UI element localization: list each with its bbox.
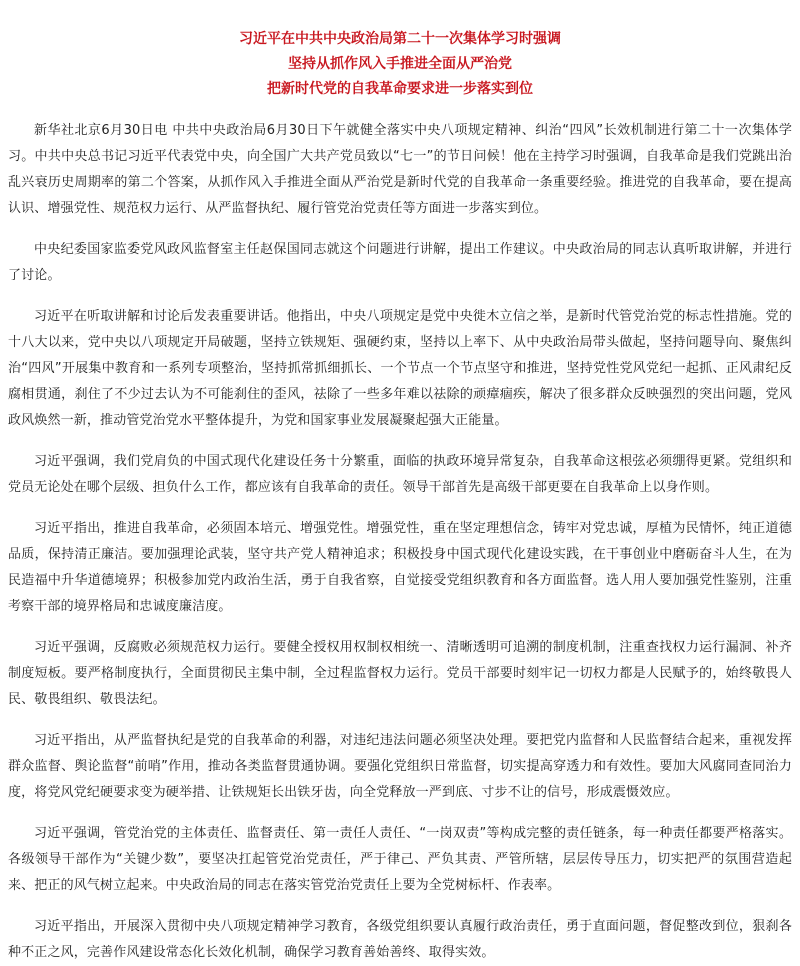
article-paragraph-7: 习近平指出，从严监督执纪是党的自我革命的利器，对违纪违法问题必须坚决处理。要把党内监督和人民监督结合起来，重视发挥群众监督、舆论监督“前哨”作用，推动各类监督贯通协调。要强化党组织日常监督，切实提高穿透力和有效性。要加大风腐同查同治力度，将党风党纪硬要求变为硬举措、让铁规矩长出铁牙齿，向全党释放一严到底、寸步不让的信号，形成震慑效应。 bbox=[8, 733, 792, 800]
article-paragraph-3: 习近平在听取讲解和讨论后发表重要讲话。他指出，中央八项规定是党中央徙木立信之举，是新时代管党治党的标志性措施。党的十八大以来，党中央以八项规定开局破题，坚持立铁规矩、强硬约束，坚持以上率下、从中央政治局带头做起，坚持问题导向、聚焦纠治“四风”开展集中教育和一系列专项整治，坚持抓常抓细抓长、一个节点一个节点坚守和推进，坚持党性党风党纪一起抓、正风肃纪反腐相贯通，刹住了不少过去认为不可能刹住的歪风，祛除了一些多年难以祛除的顽瘴痼疾，解决了很多群众反映强烈的突出问题，党风政风焕然一新，推动管党治党水平整体提升，为党和国家事业发展凝聚起强大正能量。 bbox=[8, 309, 792, 428]
article-paragraph-9: 习近平指出，开展深入贯彻中央八项规定精神学习教育，各级党组织要认真履行政治责任，勇于直面问题，督促整改到位，狠刹各种不正之风，完善作风建设常态化长效化机制，确保学习教育善始善终、取得实效。 bbox=[8, 919, 792, 960]
article-paragraph-2: 中央纪委国家监委党风政风监督室主任赵保国同志就这个问题进行讲解，提出工作建议。中央政治局的同志认真听取讲解，并进行了讨论。 bbox=[8, 242, 792, 283]
article-paragraph-1: 新华社北京6月30日电 中共中央政治局6月30日下午就健全落实中央八项规定精神、纠治“四风”长效机制进行第二十一次集体学习。中共中央总书记习近平代表党中央，向全国广大共产党员致以“七一”的节日问候！他在主持学习时强调，自我革命是我们党跳出治乱兴衰历史周期率的第二个答案，从抓作风入手推进全面从严治党是新时代党的自我革命一条重要经验。推进党的自我革命，要在提高认识、增强党性、规范权力运行、从严监督执纪、履行管党治党责任等方面进一步落实到位。 bbox=[8, 123, 792, 216]
headline-line-3: 把新时代党的自我革命要求进一步落实到位 bbox=[267, 81, 533, 97]
article-paragraph-5: 习近平指出，推进自我革命，必须固本培元、增强党性。增强党性，重在坚定理想信念，铸牢对党忠诚，厚植为民情怀，纯正道德品质，保持清正廉洁。要加强理论武装，坚守共产党人精神追求；积极投身中国式现代化建设实践，在干事创业中磨砺奋斗人生，在为民造福中升华道德境界；积极参加党内政治生活，勇于自我省察，自觉接受党组织教育和各方面监督。选人用人要加强党性鉴别，注重考察干部的境界格局和忠诚度廉洁度。 bbox=[8, 521, 792, 614]
headline-line-2: 坚持从抓作风入手推进全面从严治党 bbox=[288, 56, 512, 72]
news-article bbox=[8, 0, 792, 966]
article-paragraph-6: 习近平强调，反腐败必须规范权力运行。要健全授权用权制权相统一、清晰透明可追溯的制度机制，注重查找权力运行漏洞、补齐制度短板。要严格制度执行，全面贯彻民主集中制，全过程监督权力运行。党员干部要时刻牢记一切权力都是人民赋予的，始终敬畏人民、敬畏组织、敬畏法纪。 bbox=[8, 640, 792, 707]
article-body bbox=[8, 118, 792, 966]
headline-line-1: 习近平在中共中央政治局第二十一次集体学习时强调 bbox=[239, 31, 561, 47]
article-headline bbox=[8, 27, 792, 102]
article-paragraph-4: 习近平强调，我们党肩负的中国式现代化建设任务十分繁重，面临的执政环境异常复杂，自我革命这根弦必须绷得更紧。党组织和党员无论处在哪个层级、担负什么工作，都应该有自我革命的责任。领导干部首先是高级干部更要在自我革命上以身作则。 bbox=[8, 454, 792, 495]
article-paragraph-8: 习近平强调，管党治党的主体责任、监督责任、第一责任人责任、“一岗双责”等构成完整的责任链条，每一种责任都要严格落实。各级领导干部作为“关键少数”，要坚决扛起管党治党责任，严于律己、严负其责、严管所辖，层层传导压力，切实把严的氛围营造起来、把正的风气树立起来。中央政治局的同志在落实管党治党责任上要为全党树标杆、作表率。 bbox=[8, 826, 792, 893]
